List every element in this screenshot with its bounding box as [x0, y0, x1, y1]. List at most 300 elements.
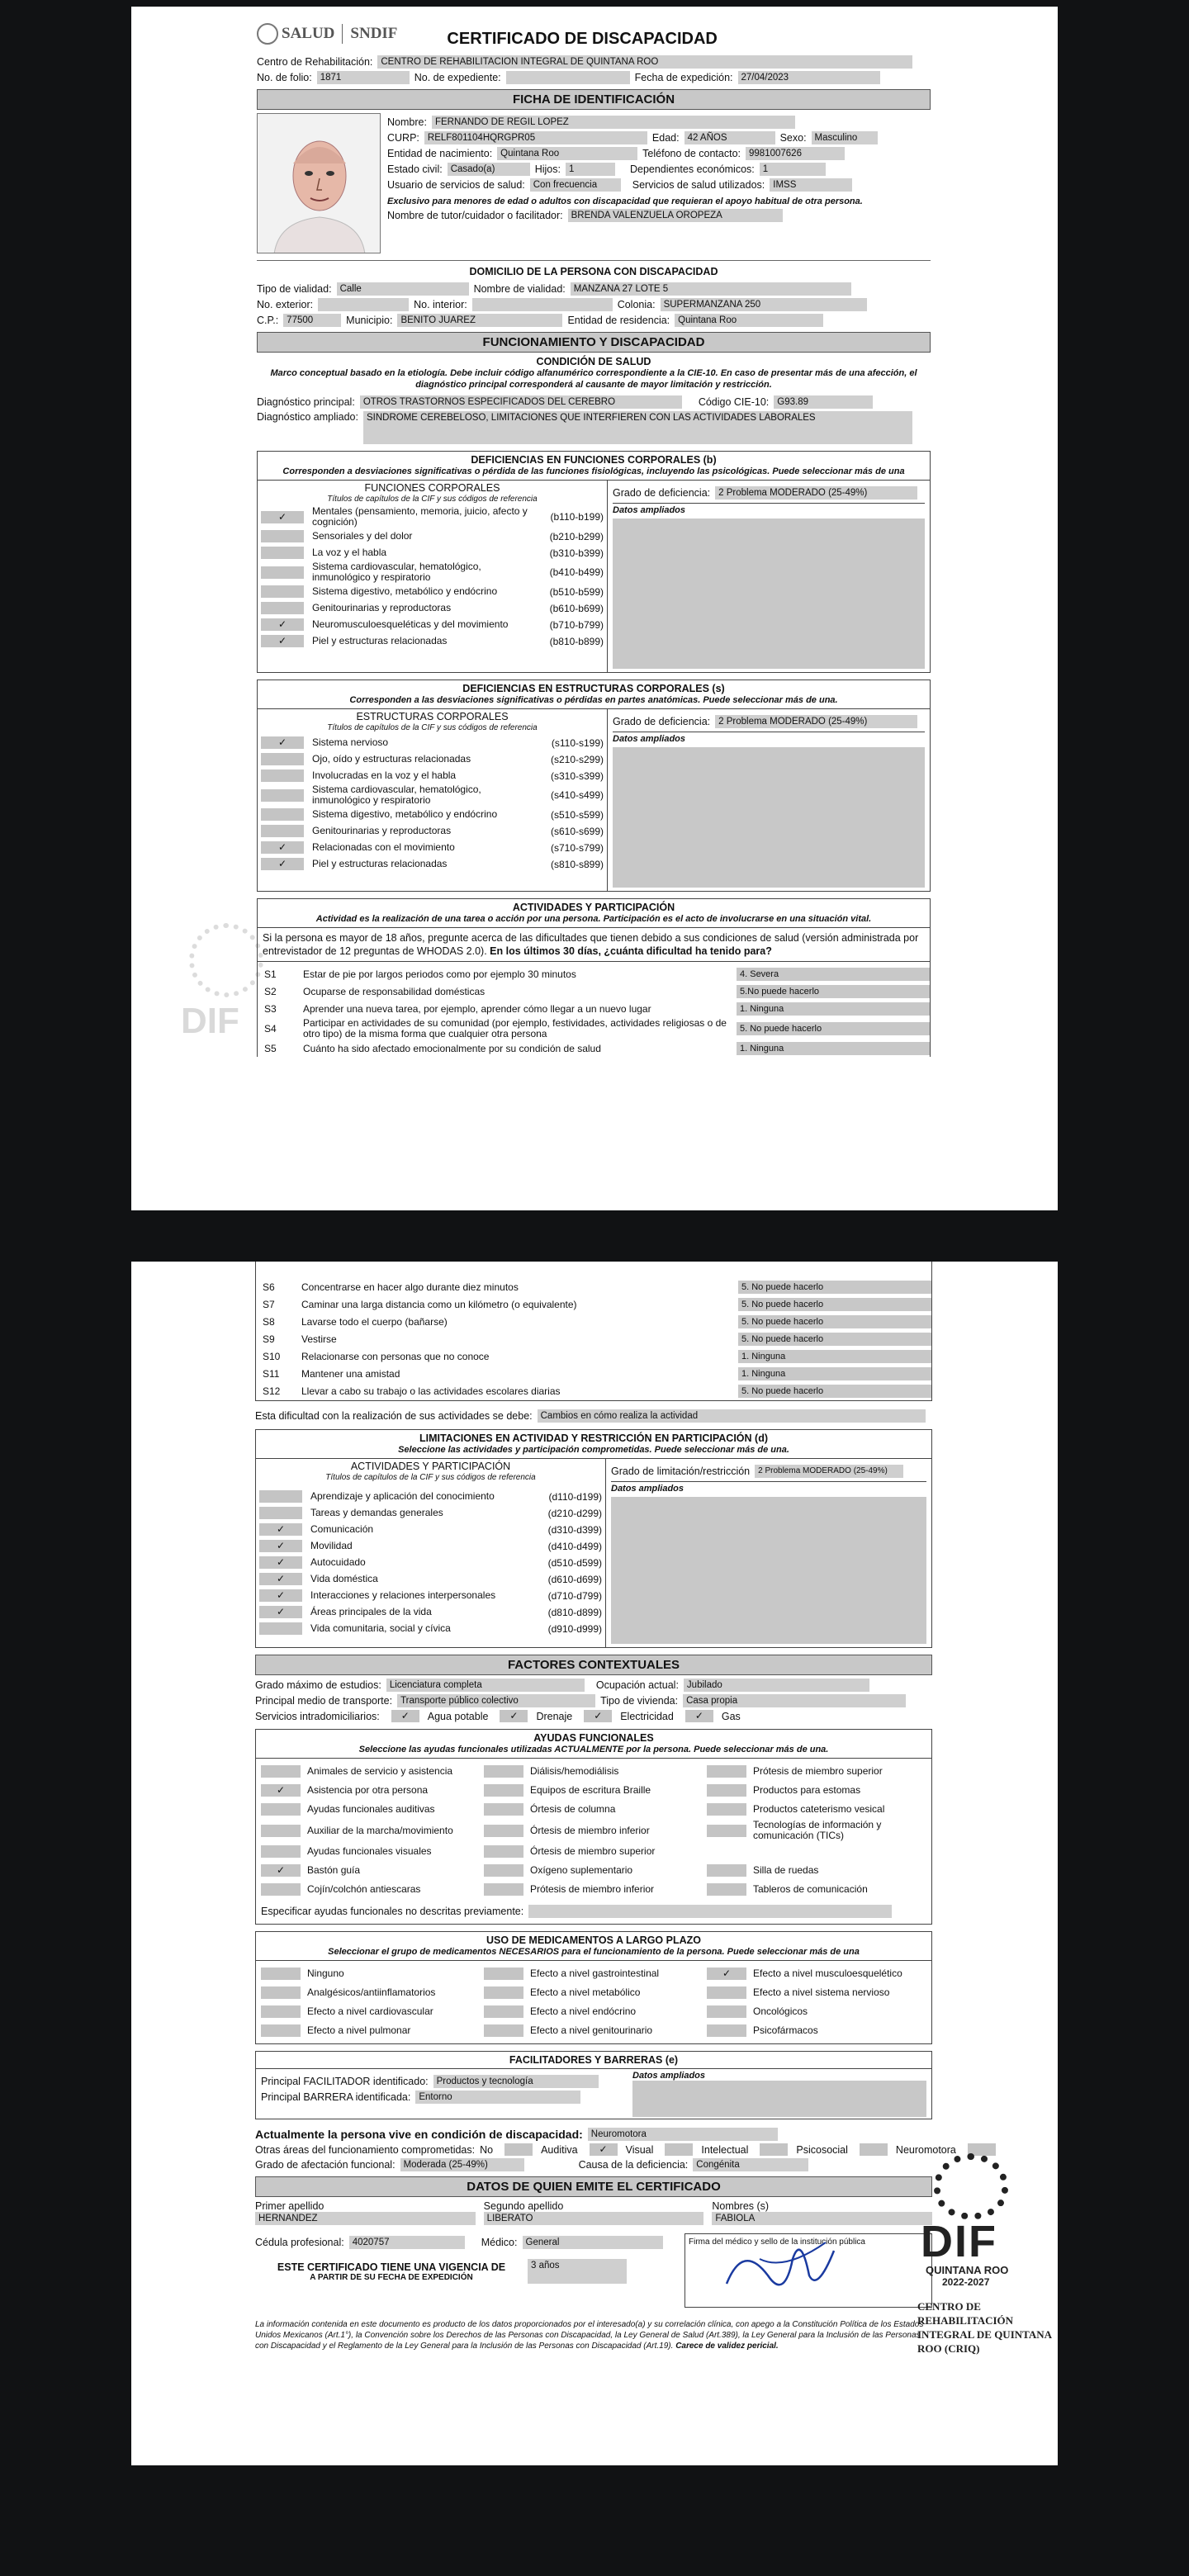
question-code: S11 — [263, 1368, 280, 1380]
checkbox[interactable] — [259, 1490, 302, 1503]
item-name: Prótesis de miembro inferior — [530, 1883, 655, 1895]
checkbox[interactable]: ✓ — [259, 1606, 302, 1618]
checkbox[interactable] — [261, 808, 304, 821]
question-answer[interactable]: 1. Ninguna — [738, 1367, 931, 1380]
limitaciones-ampliados-field — [611, 1497, 926, 1644]
item-name: Mentales (pensamiento, memoria, juicio, afecto y cognición) — [312, 505, 528, 528]
limitaciones-note: Seleccione las actividades y participación comprometidas. Puede seleccionar más de una. — [398, 1445, 789, 1455]
cie-label: Código CIE-10: — [698, 396, 770, 408]
checkbox[interactable] — [484, 1765, 523, 1778]
item-name: Efecto a nivel musculoesquelético — [753, 1968, 902, 1979]
checkbox[interactable]: ✓ — [590, 2143, 618, 2156]
item-name: Oxígeno suplementario — [530, 1864, 633, 1876]
question-code: S7 — [263, 1299, 275, 1310]
question-code: S5 — [264, 1043, 277, 1054]
option-label: Visual — [625, 2143, 654, 2156]
expediente-label: No. de expediente: — [414, 72, 501, 83]
contextuales-title: FACTORES CONTEXTUALES — [255, 1655, 932, 1675]
condicion-note: Marco conceptual basado en la etiología. Debe incluir código alfanumérico correspondiente a la CIE-10. En caso de presentar más de una afección, el diagnóstico principal corresponderá al causante de mayor limitación y restricción. — [270, 368, 917, 390]
dependientes-field: 1 — [760, 163, 826, 176]
legal-bold: Carece de validez pericial. — [675, 2342, 779, 2351]
whodas-question — [256, 1314, 931, 1330]
checkbox[interactable] — [484, 1825, 523, 1837]
question-answer[interactable]: 5. No puede hacerlo — [738, 1333, 931, 1346]
dx-ampliado-label: Diagnóstico ampliado: — [257, 411, 358, 423]
item-name: Efecto a nivel cardiovascular — [307, 2005, 433, 2017]
checkbox[interactable] — [484, 1784, 523, 1797]
question-answer[interactable]: 5.No puede hacerlo — [737, 985, 930, 998]
item-name: Movilidad — [310, 1540, 353, 1551]
item-name: Sistema cardiovascular, hematológico, inmunológico y respiratorio — [312, 784, 481, 806]
checkbox[interactable]: ✓ — [261, 1784, 301, 1797]
page-1-content — [257, 7, 1058, 1063]
grid-item — [484, 1763, 703, 1780]
funcionamiento-title: FUNCIONAMIENTO Y DISCAPACIDAD — [257, 332, 931, 353]
checkbox[interactable] — [261, 1765, 301, 1778]
grid-item — [261, 1984, 481, 2001]
item-name: Ojo, oído y estructuras relacionadas — [312, 753, 471, 765]
servicios-intra-label: Servicios intradomiciliarios: — [255, 1710, 380, 1722]
edad-label: Edad: — [651, 132, 680, 144]
checkbox[interactable] — [504, 2143, 533, 2156]
centro-field: CENTRO DE REHABILITACION INTEGRAL DE QUINTANA ROO — [377, 55, 912, 69]
item-name: Piel y estructuras relacionadas — [312, 635, 448, 646]
question-text: Caminar una larga distancia como un kilómetro (o equivalente) — [301, 1298, 577, 1310]
checkbox[interactable] — [261, 769, 304, 782]
checkbox[interactable] — [261, 566, 304, 579]
stamp-bleed-through: DIF — [181, 923, 305, 1063]
especificar-label: Especificar ayudas funcionales no descritas previamente: — [261, 1906, 524, 1917]
exterior-field — [318, 298, 409, 311]
entidad-res-field: Quintana Roo — [675, 314, 823, 327]
item-code: (d910-d999) — [547, 1622, 602, 1635]
logo-salud-text: SALUD — [282, 24, 335, 42]
item-name: Analgésicos/antiinflamatorios — [307, 1986, 436, 1998]
checkbox[interactable] — [261, 753, 304, 765]
checkbox[interactable]: ✓ — [259, 1540, 302, 1552]
checkbox[interactable] — [484, 2005, 523, 2018]
otras-areas-label: Otras áreas del funcionamiento comprometidas: — [255, 2143, 476, 2156]
grid-item — [261, 1801, 481, 1818]
checkbox[interactable] — [484, 1986, 523, 1999]
colonia-field: SUPERMANZANA 250 — [661, 298, 867, 311]
checkbox[interactable] — [484, 1883, 523, 1896]
estructuras-note: Corresponden a las desviaciones significativas o pérdidas en partes anatómicas. Puede seleccionar más de una. — [349, 695, 838, 705]
dificultad-label: Esta dificultad con la realización de sus actividades se debe: — [255, 1410, 533, 1422]
checkbox[interactable] — [707, 1784, 746, 1797]
facilitadores-ampliados-label: Datos ampliados — [632, 2071, 706, 2081]
option-label: No — [480, 2143, 494, 2156]
entidad-nac-label: Entidad de nacimiento: — [387, 148, 493, 159]
tipo-vialidad-field: Calle — [337, 282, 469, 296]
funciones-ampliados-label: Datos ampliados — [613, 503, 925, 515]
question-text: Concentrarse en hacer algo durante diez minutos — [301, 1281, 519, 1293]
medicamentos-note: Seleccionar el grupo de medicamentos NECESARIOS para el funcionamiento de la persona. Puede seleccionar más de una — [328, 1947, 860, 1957]
signature-icon — [710, 2226, 859, 2300]
interior-label: No. interior: — [414, 299, 467, 310]
grid-item — [261, 1965, 481, 1982]
condicion-title: CONDICIÓN DE SALUD — [536, 356, 651, 367]
item-code: (b510-b599) — [549, 585, 604, 598]
question-answer[interactable]: 1. Ninguna — [737, 1002, 930, 1016]
grid-item — [484, 1801, 703, 1818]
item-name: Áreas principales de la vida — [310, 1606, 432, 1617]
logo-sndif-text: SNDIF — [350, 24, 398, 42]
checkbox[interactable] — [484, 2024, 523, 2037]
checkbox[interactable] — [259, 1507, 302, 1519]
transporte-label: Principal medio de transporte: — [255, 1695, 393, 1707]
question-answer[interactable]: 1. Ninguna — [737, 1042, 930, 1055]
question-code: S3 — [264, 1003, 277, 1015]
checkbox[interactable] — [261, 2005, 301, 2018]
question-code: S9 — [263, 1333, 275, 1345]
checkbox[interactable] — [261, 1883, 301, 1896]
item-name: Efecto a nivel sistema nervioso — [753, 1986, 890, 1998]
apellido1-field: HERNANDEZ — [255, 2212, 476, 2225]
checkbox[interactable] — [484, 1845, 523, 1858]
grado-afectacion-field: Moderada (25-49%) — [400, 2158, 524, 2171]
tipo-vialidad-label: Tipo de vialidad: — [257, 283, 332, 295]
checkbox[interactable] — [261, 1845, 301, 1858]
grid-item — [707, 1801, 926, 1818]
entidad-nac-field: Quintana Roo — [497, 147, 637, 160]
option-label: Neuromotora — [895, 2143, 956, 2156]
checkbox[interactable]: ✓ — [391, 1710, 419, 1722]
estructuras-title: DEFICIENCIAS EN ESTRUCTURAS CORPORALES (s) — [462, 683, 725, 694]
item-code: (d810-d899) — [547, 1606, 602, 1618]
document-page-1 — [131, 7, 1058, 1210]
question-code: S2 — [264, 986, 277, 997]
checkbox[interactable]: ✓ — [261, 511, 304, 523]
checkbox[interactable] — [484, 1803, 523, 1816]
question-answer[interactable]: 5. No puede hacerlo — [738, 1281, 931, 1294]
checkbox[interactable] — [760, 2143, 788, 2156]
actividades-intro: Si la persona es mayor de 18 años, pregunte acerca de las dificultades que tienen debido a sus condiciones de salud (versión administrada por entrevistador de 12 preguntas de WHODAS 2.0). — [263, 932, 919, 957]
checkbox[interactable] — [261, 1968, 301, 1980]
item-name: Órtesis de columna — [530, 1803, 616, 1815]
question-text: Ocuparse de responsabilidad domésticas — [303, 985, 486, 997]
checkbox[interactable] — [261, 2024, 301, 2037]
checkbox[interactable] — [259, 1622, 302, 1635]
item-name: Efecto a nivel genitourinario — [530, 2024, 653, 2036]
question-answer[interactable]: 5. No puede hacerlo — [737, 1022, 930, 1035]
item-name: Vida doméstica — [310, 1573, 378, 1584]
grid-item — [261, 1881, 481, 1898]
item-code: (b110-b199) — [550, 511, 604, 523]
whodas-question — [258, 1040, 930, 1057]
grid-item — [261, 2003, 481, 2020]
grid-item — [707, 2022, 926, 2039]
item-name: Órtesis de miembro superior — [530, 1845, 656, 1857]
checklist-item — [261, 617, 604, 632]
item-code: (d110-d199) — [548, 1490, 602, 1503]
whodas-question — [258, 1001, 930, 1017]
grid-item — [261, 1862, 481, 1879]
item-code: (d510-d599) — [547, 1556, 602, 1569]
limitaciones-section — [255, 1429, 932, 1648]
checkbox[interactable]: ✓ — [584, 1710, 612, 1722]
checkbox[interactable]: ✓ — [500, 1710, 528, 1722]
vivienda-field: Casa propia — [683, 1694, 906, 1707]
question-text: Mantener una amistad — [301, 1367, 400, 1380]
funciones-ampliados-field — [613, 519, 925, 669]
cie-field: G93.89 — [774, 395, 873, 409]
checkbox[interactable]: ✓ — [261, 1864, 301, 1877]
item-code: (s110-s199) — [551, 736, 604, 749]
checkbox[interactable]: ✓ — [261, 858, 304, 870]
grid-item — [484, 2003, 703, 2020]
checkbox[interactable] — [261, 547, 304, 559]
checkbox[interactable]: ✓ — [261, 841, 304, 854]
checkbox[interactable] — [707, 1864, 746, 1877]
dx-ampliado-field: SINDROME CEREBELOSO, LIMITACIONES QUE INTERFIEREN CON LAS ACTIVIDADES LABORALES — [363, 411, 912, 444]
edad-field: 42 AÑOS — [685, 131, 775, 144]
checkbox[interactable]: ✓ — [259, 1523, 302, 1536]
ayudas-note: Seleccione las ayudas funcionales utilizadas ACTUALMENTE por la persona. Puede seleccionar más de una. — [358, 1745, 829, 1754]
checkbox[interactable] — [707, 1825, 746, 1837]
funciones-grado-label: Grado de deficiencia: — [613, 487, 711, 499]
checkbox[interactable] — [261, 825, 304, 837]
stamp-years-text: 2022-2027 — [942, 2276, 990, 2288]
grid-item — [484, 1965, 703, 1982]
municipio-field: BENITO JUAREZ — [397, 314, 562, 327]
nombre-field: FERNANDO DE REGIL LOPEZ — [432, 116, 795, 129]
checklist-item — [261, 633, 604, 649]
grid-item — [707, 1984, 926, 2001]
checklist-item — [261, 768, 604, 784]
checkbox[interactable] — [707, 2024, 746, 2037]
document-page-2 — [131, 1262, 1058, 2465]
item-code: (b310-b399) — [549, 547, 604, 559]
checkbox[interactable] — [707, 2005, 746, 2018]
whodas-questions-2 — [256, 1279, 931, 1399]
actividades-intro-bold: En los últimos 30 días, ¿cuánta dificultad ha tenido para? — [490, 945, 772, 957]
grid-item — [707, 1965, 926, 1982]
estudios-label: Grado máximo de estudios: — [255, 1679, 381, 1691]
item-name: Animales de servicio y asistencia — [307, 1765, 453, 1777]
checklist-item — [261, 823, 604, 839]
actividades-section — [257, 898, 931, 1057]
firma-box — [685, 2233, 932, 2308]
funciones-section — [257, 451, 931, 673]
stamp-state-text: QUINTANA ROO — [926, 2264, 1009, 2276]
domicilio-title: DOMICILIO DE LA PERSONA CON DISCAPACIDAD — [469, 266, 718, 277]
checkbox[interactable] — [484, 1864, 523, 1877]
item-name: Sistema digestivo, metabólico y endócrino — [312, 808, 498, 820]
item-name: Asistencia por otra persona — [307, 1784, 429, 1796]
checkbox[interactable]: ✓ — [707, 1968, 746, 1980]
actividades-title: ACTIVIDADES Y PARTICIPACIÓN — [512, 902, 675, 913]
checkbox[interactable] — [261, 1803, 301, 1816]
option-label: Gas — [721, 1710, 741, 1722]
grid-item — [484, 1984, 703, 2001]
grid-item — [484, 1782, 703, 1799]
checklist-item — [259, 1538, 602, 1554]
checkbox[interactable]: ✓ — [261, 736, 304, 749]
vigencia-field: 3 años — [528, 2259, 627, 2284]
item-code: (d210-d299) — [547, 1507, 602, 1519]
item-code: (b610-b699) — [549, 602, 604, 614]
checkbox[interactable] — [484, 1968, 523, 1980]
item-name: Tableros de comunicación — [753, 1883, 868, 1895]
item-name: Ayudas funcionales auditivas — [307, 1803, 435, 1815]
item-name: Productos cateterismo vesical — [753, 1803, 885, 1815]
checkbox[interactable] — [707, 1765, 746, 1778]
curp-label: CURP: — [387, 132, 419, 144]
estructuras-list — [261, 735, 604, 872]
checkbox[interactable]: ✓ — [259, 1556, 302, 1569]
item-code: (b710-b799) — [549, 618, 604, 631]
question-code: S12 — [263, 1385, 281, 1397]
nombre-label: Nombre: — [387, 116, 427, 128]
vivienda-label: Tipo de vivienda: — [600, 1695, 679, 1707]
checkbox[interactable]: ✓ — [261, 635, 304, 647]
item-code: (d410-d499) — [547, 1540, 602, 1552]
question-answer[interactable]: 5. No puede hacerlo — [738, 1298, 931, 1311]
cp-label: C.P.: — [257, 315, 279, 326]
question-text: Relacionarse con personas que no conoce — [301, 1350, 490, 1362]
vigencia-label: ESTE CERTIFICADO TIENE UNA VIGENCIA DE — [277, 2261, 506, 2273]
checkbox[interactable] — [261, 585, 304, 598]
eagle-seal-icon — [257, 23, 278, 45]
checkbox[interactable] — [261, 1986, 301, 1999]
tutor-field: BRENDA VALENZUELA OROPEZA — [568, 209, 783, 222]
funciones-col-title: FUNCIONES CORPORALES — [364, 482, 500, 494]
item-name: Sistema cardiovascular, hematológico, inmunológico y respiratorio — [312, 561, 481, 583]
folio-field: 1871 — [317, 71, 410, 84]
estructuras-section — [257, 680, 931, 892]
question-text: Cuánto ha sido afectado emocionalmente por su condición de salud — [303, 1042, 601, 1054]
whodas-question — [256, 1383, 931, 1399]
grid-item — [261, 2022, 481, 2039]
checkbox[interactable] — [261, 1825, 301, 1837]
checkbox[interactable]: ✓ — [259, 1573, 302, 1585]
fecha-field: 27/04/2023 — [738, 71, 880, 84]
medicamentos-grid — [256, 1961, 931, 2043]
ocupacion-label: Ocupación actual: — [595, 1679, 679, 1691]
checkbox[interactable]: ✓ — [685, 1710, 713, 1722]
funciones-list — [261, 506, 604, 649]
hijos-field: 1 — [566, 163, 615, 176]
dif-heart-icon — [934, 2153, 1008, 2219]
funciones-grado-field: 2 Problema MODERADO (25-49%) — [715, 486, 917, 500]
item-name: Oncológicos — [753, 2005, 808, 2017]
telefono-field: 9981007626 — [746, 147, 845, 160]
question-text: Lavarse todo el cuerpo (bañarse) — [301, 1315, 448, 1328]
question-answer[interactable]: 5. No puede hacerlo — [738, 1385, 931, 1398]
checkbox[interactable] — [261, 530, 304, 542]
checkbox[interactable]: ✓ — [259, 1589, 302, 1602]
nombres-label: Nombres (s) — [712, 2200, 770, 2212]
item-name: Tecnologías de información y comunicación (TICs) — [753, 1819, 882, 1841]
checkbox[interactable] — [261, 789, 304, 802]
cedula-label: Cédula profesional: — [255, 2237, 344, 2248]
checklist-item — [259, 1522, 602, 1537]
checkbox[interactable]: ✓ — [261, 618, 304, 631]
question-answer[interactable]: 4. Severa — [737, 968, 930, 981]
ayudas-section — [255, 1729, 932, 1925]
whodas-question — [256, 1331, 931, 1347]
estado-civil-label: Estado civil: — [387, 163, 443, 175]
dependientes-label: Dependientes económicos: — [629, 163, 755, 175]
item-name: Piel y estructuras relacionadas — [312, 858, 448, 869]
checkbox[interactable] — [707, 1883, 746, 1896]
funciones-note: Corresponden a desviaciones significativas o pérdida de las funciones fisiológicas, incluyendo las psicológicas. Puede seleccionar más de una — [282, 466, 905, 476]
checklist-item — [261, 840, 604, 855]
funciones-col-note: Títulos de capítulos de la CIF y sus códigos de referencia — [327, 495, 538, 504]
checkbox[interactable] — [665, 2143, 693, 2156]
checklist-item — [261, 807, 604, 822]
question-code: S4 — [264, 1023, 277, 1035]
checklist-item — [261, 528, 604, 544]
sexo-field: Masculino — [812, 131, 878, 144]
facilitadores-title: FACILITADORES Y BARRERAS (e) — [509, 2054, 679, 2066]
folio-label: No. de folio: — [257, 72, 312, 83]
telefono-label: Teléfono de contacto: — [642, 148, 741, 159]
question-answer[interactable]: 1. Ninguna — [738, 1350, 931, 1363]
item-code: (s210-s299) — [550, 753, 604, 765]
question-answer[interactable]: 5. No puede hacerlo — [738, 1315, 931, 1328]
item-name: Psicofármacos — [753, 2024, 818, 2036]
checkbox[interactable] — [707, 1803, 746, 1816]
fecha-label: Fecha de expedición: — [634, 72, 733, 83]
item-code: (d610-d699) — [547, 1573, 602, 1585]
limitaciones-ampliados-label: Datos ampliados — [611, 1481, 926, 1494]
dx-principal-label: Diagnóstico principal: — [257, 396, 355, 408]
servicios-label: Usuario de servicios de salud: — [387, 179, 525, 191]
stamp-centro-text: CENTRO DE REHABILITACIÓN INTEGRAL DE QUINTANA ROO (CRIQ) — [917, 2300, 1052, 2355]
servicios-field: Con frecuencia — [530, 178, 621, 192]
apellido2-label: Segundo apellido — [483, 2200, 564, 2212]
interior-field — [472, 298, 613, 311]
checkbox[interactable] — [860, 2143, 888, 2156]
checkbox[interactable] — [707, 1986, 746, 1999]
whodas-question — [256, 1366, 931, 1382]
patient-photo — [257, 113, 381, 253]
whodas-question — [256, 1348, 931, 1365]
sexo-label: Sexo: — [779, 132, 807, 144]
medicamentos-section — [255, 1931, 932, 2044]
causa-label: Causa de la deficiencia: — [578, 2159, 689, 2171]
legal-text: La información contenida en este documento es producto de los datos proporcionados por el interesado(a) y su correlación clínica, con apego a la Constitución Política de los Estados Unidos Mexicanos (Art.1°), la Convención sobre los Derechos de las Personas con Discapacidad, la Ley General de Salud (Art.389), la Ley General para la Inclusión de las Personas con Discapacidad y el Reglamento de la Ley General para la Inclusión de las Personas con Discapacidad (Art.19). — [255, 2320, 924, 2351]
question-text: Aprender una nueva tarea, por ejemplo, aprender cómo llegar a un nuevo lugar — [303, 1002, 651, 1015]
checklist-item — [259, 1588, 602, 1603]
item-code: (s810-s899) — [550, 858, 604, 870]
exterior-label: No. exterior: — [257, 299, 314, 310]
checklist-item — [261, 561, 604, 583]
item-name: Autocuidado — [310, 1556, 366, 1568]
vigencia-sub: A PARTIR DE SU FECHA DE EXPEDICIÓN — [310, 2272, 473, 2282]
question-text: Llevar a cabo su trabajo o las actividades escolares diarias — [301, 1385, 561, 1397]
ayudas-title: AYUDAS FUNCIONALES — [533, 1732, 654, 1744]
servicios-util-label: Servicios de salud utilizados: — [632, 179, 765, 191]
checklist-item — [259, 1489, 602, 1504]
checkbox[interactable] — [261, 602, 304, 614]
item-name: Comunicación — [310, 1523, 374, 1535]
whodas-question — [256, 1296, 931, 1313]
limitaciones-col-note: Títulos de capítulos de la CIF y sus códigos de referencia — [325, 1473, 536, 1482]
ayudas-grid — [256, 1759, 931, 1902]
whodas-question — [258, 983, 930, 1000]
checklist-item — [261, 506, 604, 528]
grid-item — [484, 1820, 703, 1841]
item-name: Tareas y demandas generales — [310, 1507, 443, 1518]
facilitador-label: Principal FACILITADOR identificado: — [261, 2076, 429, 2087]
item-name: Genitourinarias y reproductoras — [312, 825, 452, 836]
expediente-field — [506, 71, 630, 84]
estructuras-grado-label: Grado de deficiencia: — [613, 716, 711, 727]
checklist-item — [261, 751, 604, 767]
